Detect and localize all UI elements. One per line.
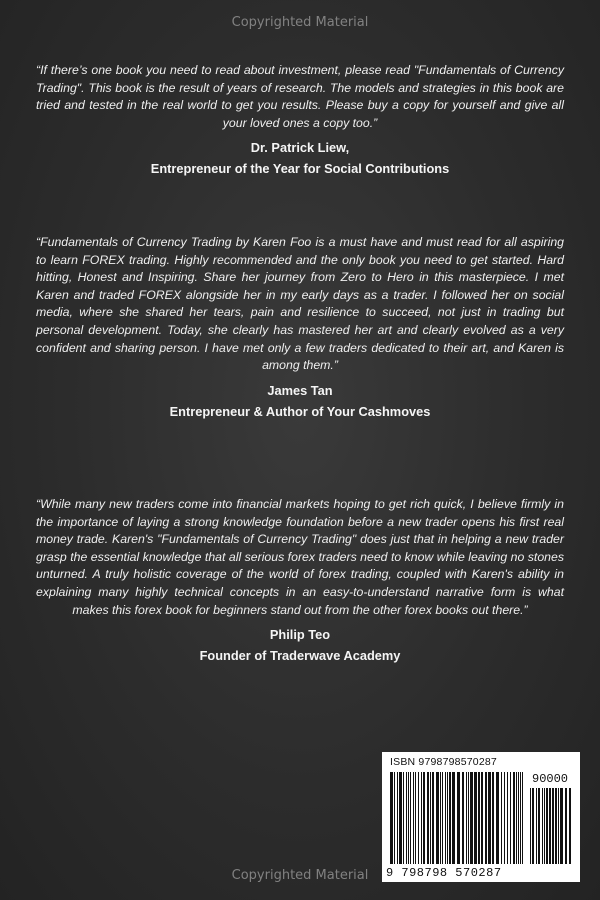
testimonial-author: Dr. Patrick Liew,: [250, 140, 350, 156]
barcode-bar: [555, 788, 557, 864]
testimonial-author: James Tan: [267, 382, 333, 398]
testimonial-role: Entrepreneur & Author of Your Cashmoves: [169, 403, 431, 419]
barcode-bar: [538, 788, 540, 864]
barcode-bar: [452, 772, 455, 864]
isbn-label: ISBN 9798798570287: [390, 756, 497, 768]
barcode-bar: [430, 772, 431, 864]
isbn-digits: 9 798798 570287: [386, 866, 502, 880]
price-code: 90000: [532, 772, 569, 786]
barcode-bar: [536, 788, 537, 864]
barcode-bar: [390, 772, 393, 864]
barcode-bar: [569, 788, 571, 864]
barcode-bar: [474, 772, 477, 864]
testimonial-3: [36, 496, 564, 663]
testimonial-1: [36, 62, 564, 176]
barcode-bar: [518, 772, 519, 864]
barcode-bar: [408, 772, 409, 864]
barcode-bar: [397, 772, 398, 864]
barcode-bar: [542, 788, 543, 864]
barcode-bar: [478, 772, 480, 864]
barcode-bar: [532, 788, 534, 864]
barcode-bar: [560, 788, 563, 864]
barcode-bar: [415, 772, 416, 864]
barcode-bar: [406, 772, 407, 864]
barcode-bar: [427, 772, 429, 864]
barcode-bar: [410, 772, 411, 864]
barcode-bar: [558, 788, 559, 864]
barcode-bars-addon: [530, 788, 574, 864]
barcode-bar: [492, 772, 494, 864]
barcode-bar: [501, 772, 502, 864]
barcode-bar: [449, 772, 451, 864]
barcode-bar: [549, 788, 551, 864]
barcode-bar: [552, 788, 554, 864]
barcode-bar: [468, 772, 469, 864]
copyright-watermark-top: Copyrighted Material: [231, 15, 369, 30]
testimonial-author: Philip Teo: [269, 627, 331, 643]
testimonial-role: Founder of Traderwave Academy: [199, 648, 401, 664]
barcode-bar: [481, 772, 483, 864]
barcode-bar: [504, 772, 505, 864]
barcode-bar: [516, 772, 517, 864]
barcode-bar: [546, 788, 548, 864]
barcode-bar: [485, 772, 487, 864]
barcode-bar: [423, 772, 425, 864]
testimonial-quote: “If there’s one book you need to read about investment, please read "Fundamentals of Currency Trading". This book is the result of years of research. The models and strategies in this book are tried and tested in the real world to get you results. Please buy a copy for yourself and give all your loved ones a copy too.”: [36, 63, 564, 130]
barcode-bar: [394, 772, 395, 864]
barcode-bar: [445, 772, 446, 864]
barcode-bar: [466, 772, 467, 864]
testimonial-role: Entrepreneur of the Year for Social Contributions: [150, 161, 450, 177]
barcode-bar: [470, 772, 473, 864]
barcode-bar: [457, 772, 460, 864]
barcode-bar: [462, 772, 464, 864]
barcode-bar: [403, 772, 404, 864]
barcode-bar: [522, 772, 523, 864]
barcode-bar: [436, 772, 439, 864]
barcode-bar: [440, 772, 441, 864]
barcode-bar: [513, 772, 515, 864]
isbn-barcode: [382, 752, 580, 882]
barcode-bar: [418, 772, 419, 864]
testimonial-2: [36, 234, 564, 419]
barcode-bar: [447, 772, 448, 864]
barcode-bar: [399, 772, 402, 864]
barcode-bar: [530, 788, 531, 864]
barcode-bar: [520, 772, 521, 864]
barcode-bar: [507, 772, 508, 864]
barcode-bar: [421, 772, 422, 864]
testimonial-quote: “Fundamentals of Currency Trading by Karen Foo is a must have and must read for all aspiring to learn FOREX trading. Highly recommended and the only book you need to get started. Hard hitting, Honest and Inspiring. Share her journey from Zero to Hero in this masterpiece. I met Karen and traded FOREX alongside her in my early days as a trader. I followed her on social media, where she shared her tears, pain and resilience to succeed, not just in trading but personal development. Today, she clearly has mastered her art and clearly evolved as a very confident and sharing person. I have met only a few traders dedicated to their art, and Karen is among them.”: [36, 235, 564, 373]
copyright-watermark-bottom: Copyrighted Material: [231, 868, 369, 883]
barcode-bar: [488, 772, 491, 864]
testimonial-quote: “While many new traders come into financial markets hoping to get rich quick, I believe firmly in the importance of laying a strong knowledge foundation before a new trader opens his first real money trade. Karen's "Fundamentals of Currency Trading" does just that in helping a new trader grasp the essential knowledge that all serious forex traders need to know while leaving no stones unturned. A truly holistic coverage of the world of forex trading, coupled with Karen's ability in explaining many highly technical concepts in an easy-to-understand narrative form is what makes this forex book for beginners stand out from the other forex books out there.”: [36, 497, 564, 617]
barcode-bar: [413, 772, 414, 864]
barcode-bar: [544, 788, 545, 864]
barcode-bar: [510, 772, 511, 864]
barcode-bar: [442, 772, 443, 864]
barcode-bar: [432, 772, 434, 864]
barcode-bar: [565, 788, 567, 864]
barcode-bars-main: [390, 772, 526, 864]
barcode-bar: [496, 772, 499, 864]
